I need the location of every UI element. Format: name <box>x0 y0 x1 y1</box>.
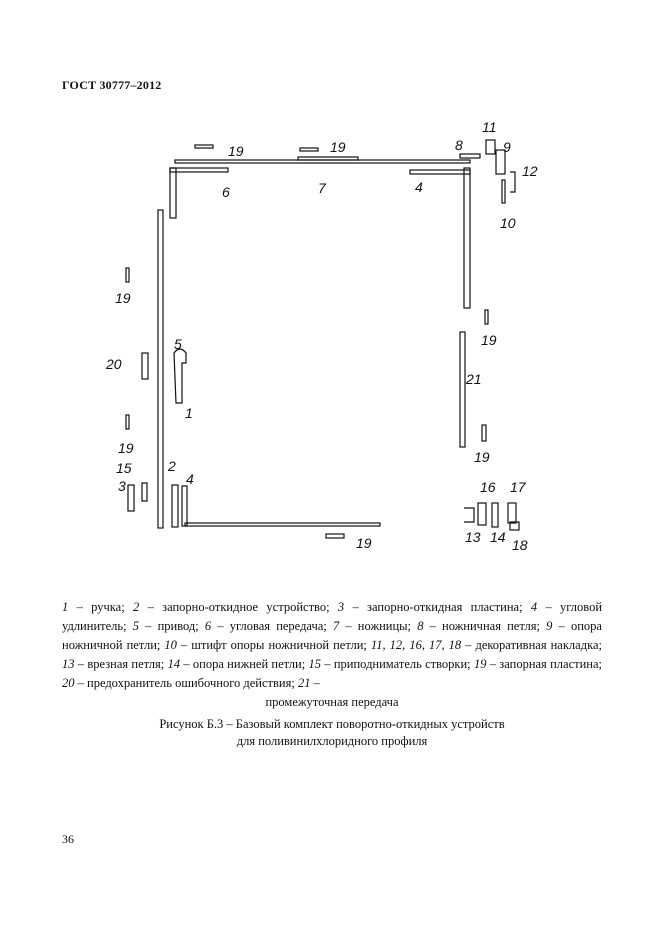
legend-text: – запорно-откидная пластина; <box>344 600 531 614</box>
decor-cover-17 <box>508 503 516 523</box>
legend-num: 7 <box>332 619 340 633</box>
label-19-left-lower: 19 <box>118 440 134 456</box>
lock-plate-top-mid <box>300 148 318 151</box>
intermediate-drive <box>460 332 465 447</box>
label-15: 15 <box>116 460 132 476</box>
label-6: 6 <box>222 184 230 200</box>
bottom-hinge-bearing <box>492 503 498 527</box>
corner-drive-vertical <box>170 168 176 218</box>
label-4-bottom: 4 <box>186 471 194 487</box>
legend-num: 4 <box>530 600 538 614</box>
corner-extender-bottom <box>182 486 187 526</box>
decor-cover-16 <box>478 503 486 525</box>
legend-text: – угловой удлинитель; <box>62 600 603 633</box>
legend-num: 2 <box>133 600 140 614</box>
decor-cover-11 <box>486 140 495 154</box>
lock-plate-left-lower <box>126 415 129 429</box>
label-21: 21 <box>466 371 482 387</box>
lock-tilt-device <box>172 485 178 527</box>
page-number: 36 <box>62 832 74 846</box>
legend-num: 19 <box>473 657 487 671</box>
label-7: 7 <box>318 180 326 196</box>
legend-text: – декоративная накладка; <box>461 638 602 652</box>
handle-shape <box>174 349 186 403</box>
label-1: 1 <box>185 405 193 421</box>
caption-line-1: Рисунок Б.3 – Базовый комплект поворотно-откидных устройств <box>159 717 505 731</box>
lock-plate-right-lower <box>482 425 486 441</box>
label-19-top-left: 19 <box>228 143 244 159</box>
figure-legend <box>62 598 602 712</box>
caption-line-2: для поливинилхлоридного профиля <box>236 734 428 748</box>
label-13: 13 <box>465 529 481 545</box>
lock-plate-right-upper <box>485 310 488 324</box>
lock-tilt-plate <box>128 485 134 511</box>
label-5: 5 <box>174 336 182 352</box>
legend-text: – предохранитель ошибочного действия; <box>74 676 298 690</box>
document-standard-header: ГОСТ 30777–2012 <box>62 78 162 92</box>
legend-num: 3 <box>337 600 345 614</box>
legend-text: – ручка; <box>68 600 134 614</box>
legend-text: – врезная петля; <box>74 657 168 671</box>
legend-text: – ножницы; <box>339 619 418 633</box>
bearing-pin <box>502 180 505 203</box>
scissors <box>298 157 358 160</box>
lock-plate-left-upper <box>126 268 129 282</box>
legend-num: 13 <box>62 657 75 671</box>
legend-text: – запорная пластина; <box>486 657 602 671</box>
legend-num: 20 <box>62 676 75 690</box>
legend-num: 1 <box>62 600 69 614</box>
decor-cover-12 <box>510 172 515 192</box>
legend-num: 14 <box>167 657 181 671</box>
right-rail-upper <box>464 168 470 308</box>
bottom-rail <box>185 523 380 526</box>
label-18: 18 <box>512 537 528 553</box>
figure-caption <box>62 716 602 750</box>
label-8: 8 <box>455 137 463 153</box>
sash-lifter <box>142 483 147 501</box>
mortise-hinge <box>464 508 474 522</box>
legend-num: 15 <box>308 657 322 671</box>
label-11: 11 <box>482 119 497 135</box>
legend-text: – опора ножничной петли; <box>62 619 602 652</box>
label-19-bottom: 19 <box>356 535 372 551</box>
label-19-right-lower: 19 <box>474 449 490 465</box>
label-20: 20 <box>106 356 122 372</box>
legend-text: – привод; <box>138 619 205 633</box>
legend-text: – <box>310 676 320 690</box>
hardware-figure <box>60 110 601 560</box>
label-17: 17 <box>510 479 526 495</box>
scissor-hinge <box>460 154 480 158</box>
misuse-protector <box>142 353 148 379</box>
legend-num: 5 <box>132 619 139 633</box>
legend-num: 10 <box>164 638 177 652</box>
label-14: 14 <box>490 529 506 545</box>
legend-last-line: промежуточная передача <box>265 695 399 709</box>
lock-plate-top-left <box>195 145 213 148</box>
label-16: 16 <box>480 479 496 495</box>
label-9: 9 <box>503 139 511 155</box>
legend-text: – угловая передача; <box>211 619 333 633</box>
legend-num: 21 <box>297 676 311 690</box>
label-3: 3 <box>118 478 126 494</box>
label-10: 10 <box>500 215 516 231</box>
legend-text: – приподниматель створки; <box>321 657 474 671</box>
legend-num: 9 <box>546 619 553 633</box>
lock-plate-bottom <box>326 534 344 538</box>
legend-text: – опора нижней петли; <box>180 657 309 671</box>
label-12: 12 <box>522 163 538 179</box>
corner-extender-top-right <box>410 170 470 174</box>
left-rail <box>158 210 163 528</box>
legend-num: 8 <box>417 619 424 633</box>
legend-text: – ножничная петля; <box>423 619 547 633</box>
legend-num: 6 <box>204 619 212 633</box>
label-19-top-mid: 19 <box>330 139 346 155</box>
label-4-top: 4 <box>415 179 423 195</box>
corner-drive-top-left <box>170 168 228 172</box>
label-19-right-upper: 19 <box>481 332 497 348</box>
legend-text: – запорно-откидное устройство; <box>139 600 338 614</box>
legend-num: 11, 12, 16, 17, 18 <box>370 638 462 652</box>
label-2: 2 <box>168 458 176 474</box>
label-19-left-upper: 19 <box>115 290 131 306</box>
legend-text: – штифт опоры ножничной петли; <box>176 638 371 652</box>
